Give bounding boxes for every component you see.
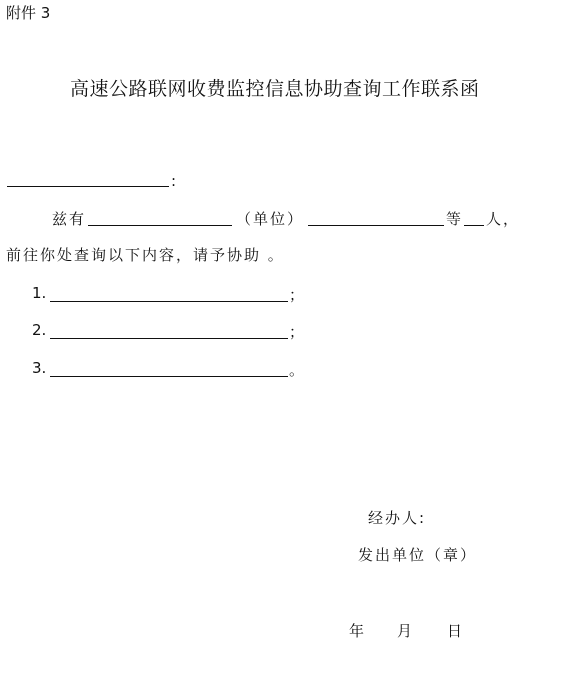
item-number: 2.: [32, 321, 47, 339]
document-title: 高速公路联网收费监控信息协助查询工作联系函: [70, 78, 480, 100]
recipient-colon: :: [171, 172, 177, 190]
intro-people: 人，: [486, 210, 521, 228]
date-year: 年: [349, 622, 367, 640]
item-end: 。: [289, 361, 305, 379]
date-day: 日: [447, 622, 465, 640]
date-month: 月: [397, 622, 415, 640]
intro-line2: 前往你处查询以下内容，请予协助 。: [6, 246, 285, 264]
item-blank: [50, 338, 288, 339]
attachment-label: 附件 3: [6, 4, 51, 22]
unit-blank: [308, 225, 444, 226]
recipient-blank: [7, 186, 169, 187]
item-end: ；: [289, 286, 305, 304]
item-blank: [50, 376, 288, 377]
item-blank: [50, 301, 288, 302]
unit-label: （单位）: [236, 210, 305, 228]
name-blank: [88, 225, 232, 226]
count-blank: [464, 225, 484, 226]
handler-label: 经办人:: [368, 509, 427, 527]
intro-etc: 等: [446, 210, 464, 228]
intro-prefix: 兹有: [52, 210, 87, 228]
item-end: ；: [289, 323, 305, 341]
item-number: 1.: [32, 284, 47, 302]
item-number: 3.: [32, 359, 47, 377]
issuer-label: 发出单位（章）: [358, 546, 478, 564]
